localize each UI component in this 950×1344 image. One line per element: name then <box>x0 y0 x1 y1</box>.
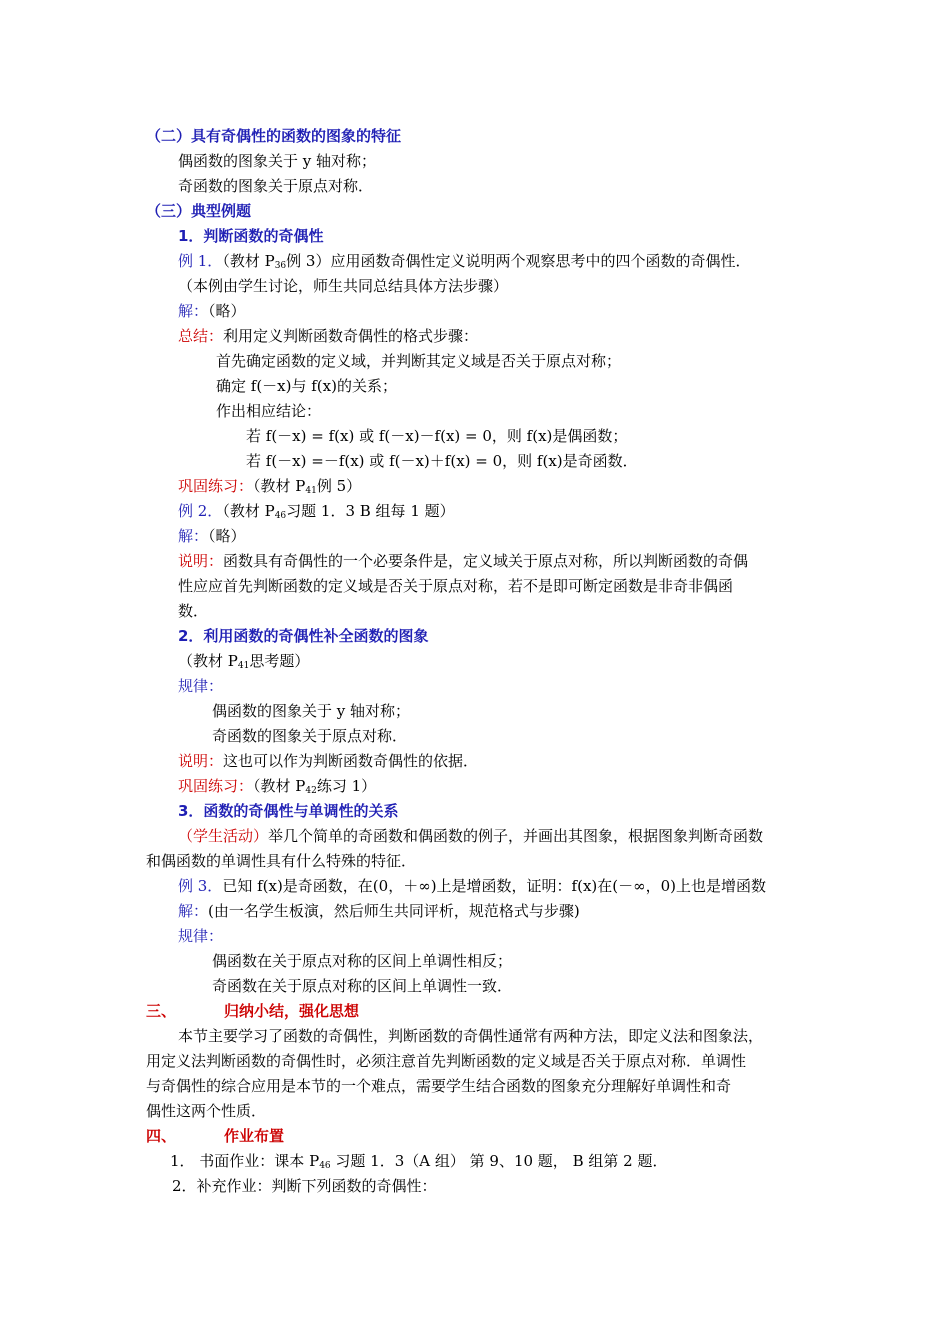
practice-2-ref-b: 练习 1） <box>316 777 377 795</box>
rule-2-line-2: 奇函数在关于原点对称的区间上单调性一致． <box>212 977 513 995</box>
part-3-heading <box>146 1001 359 1021</box>
example-2-label: 例 2． <box>178 502 223 520</box>
note-1-label: 说明： <box>178 552 224 570</box>
solution-3 <box>178 901 580 921</box>
practice-1-ref-a: （教材 P <box>253 477 306 495</box>
example-1-ref-sub: 36 <box>274 261 287 271</box>
step-3: 作出相应结论： <box>216 402 322 420</box>
note-2 <box>178 751 478 771</box>
part-3-line-4: 偶性这两个性质． <box>146 1102 267 1120</box>
example-1-text: 例 3）应用函数奇偶性定义说明两个观察思考中的四个函数的奇偶性． <box>286 252 751 270</box>
activity-label: （学生活动） <box>178 827 269 845</box>
note-2-label: 说明： <box>178 752 224 770</box>
solution-2-text: （略） <box>208 527 246 545</box>
subsection-2-ref-sub: 41 <box>237 661 250 671</box>
example-1-note: （本例由学生讨论，师生共同总结具体方法步骤） <box>178 277 509 295</box>
subsection-2-ref-a: （教材 P <box>178 652 238 670</box>
solution-2 <box>178 526 246 546</box>
example-1-ref-a: （教材 P <box>222 252 275 270</box>
note-1-line-1 <box>178 551 748 571</box>
section-3-heading: （三）典型例题 <box>146 202 252 220</box>
rule-2-line-1: 偶函数在关于原点对称的区间上单调性相反； <box>212 952 513 970</box>
section-2-line-1: 偶函数的图象关于 y 轴对称； <box>178 152 377 170</box>
practice-2 <box>178 776 376 796</box>
practice-2-ref-sub: 42 <box>305 786 317 796</box>
note-1-text-1: 函数具有奇偶性的一个必要条件是，定义域关于原点对称，所以判断函数的奇偶 <box>223 552 749 570</box>
step-2: 确定 f(－x)与 f(x)的关系； <box>216 377 397 395</box>
homework-1 <box>170 1151 667 1171</box>
example-3 <box>178 876 766 896</box>
activity-text-1: 举几个简单的奇函数和偶函数的例子，并画出其图象，根据图象判断奇函数 <box>268 827 764 845</box>
practice-2-ref-a: （教材 P <box>253 777 306 795</box>
condition-even: 若 f(－x) = f(x) 或 f(－x)－f(x) = 0，则 f(x)是偶函数； <box>246 427 628 445</box>
example-3-text: 已知 f(x)是奇函数，在(0，＋∞)上是增函数，证明：f(x)在(－∞，0)上也是增函数 <box>222 877 766 895</box>
part-4-title: 作业布置 <box>224 1127 285 1145</box>
summary-1-label: 总结： <box>178 327 224 345</box>
solution-2-label: 解： <box>178 527 209 545</box>
subsection-2-ref-b: 思考题） <box>249 652 310 670</box>
solution-3-label: 解： <box>178 902 209 920</box>
example-3-label: 例 3． <box>178 877 223 895</box>
activity-line-1 <box>178 826 763 846</box>
subsection-2-ref <box>178 651 309 671</box>
practice-2-label: 巩固练习： <box>178 777 254 795</box>
solution-3-text: (由一名学生板演，然后师生共同评析，规范格式与步骤) <box>208 902 580 920</box>
part-3-line-3: 与奇偶性的综合应用是本节的一个难点，需要学生结合函数的图象充分理解好单调性和奇 <box>146 1077 732 1095</box>
activity-line-2: 和偶函数的单调性具有什么特殊的特征． <box>146 852 417 870</box>
step-1: 首先确定函数的定义域，并判断其定义域是否关于原点对称； <box>216 352 622 370</box>
subsection-3-heading: 3．函数的奇偶性与单调性的关系 <box>178 802 399 820</box>
homework-2: 2．补充作业：判断下列函数的奇偶性： <box>172 1177 437 1195</box>
solution-1-text: （略） <box>208 302 246 320</box>
summary-1 <box>178 326 478 346</box>
part-3-line-2: 用定义法判断函数的奇偶性时，必须注意首先判断函数的定义域是否关于原点对称．单调性 <box>146 1052 747 1070</box>
homework-1-sub: 46 <box>319 1161 331 1171</box>
rule-1-line-1: 偶函数的图象关于 y 轴对称； <box>212 702 411 720</box>
part-3-line-1: 本节主要学习了函数的奇偶性，判断函数的奇偶性通常有两种方法，即定义法和图象法， <box>178 1027 764 1045</box>
part-4-number: 四、 <box>146 1127 177 1145</box>
example-2-ref-a: （教材 P <box>222 502 275 520</box>
section-2-line-2: 奇函数的图象关于原点对称． <box>178 177 374 195</box>
note-2-text: 这也可以作为判断函数奇偶性的依据． <box>223 752 479 770</box>
practice-1-label: 巩固练习： <box>178 477 254 495</box>
example-1-label: 例 1． <box>178 252 223 270</box>
example-1 <box>178 251 750 271</box>
practice-1-ref-b: 例 5） <box>316 477 362 495</box>
note-1-line-2: 性应应首先判断函数的定义域是否关于原点对称，若不是即可断定函数是非奇非偶函 <box>178 577 734 595</box>
solution-1 <box>178 301 246 321</box>
subsection-1-heading: 1．判断函数的奇偶性 <box>178 227 324 245</box>
rule-1-line-2: 奇函数的图象关于原点对称． <box>212 727 408 745</box>
solution-1-label: 解： <box>178 302 209 320</box>
homework-1-b: 习题 1．3（A 组） 第 9、10 题， B 组第 2 题． <box>330 1152 668 1170</box>
summary-1-text: 利用定义判断函数奇偶性的格式步骤： <box>223 327 479 345</box>
note-1-line-3: 数． <box>178 602 209 620</box>
example-2-text: 习题 1．3 B 组每 1 题） <box>286 502 455 520</box>
example-2-ref-sub: 46 <box>274 511 287 521</box>
practice-1 <box>178 476 361 496</box>
section-2-heading: （二）具有奇偶性的函数的图象的特征 <box>146 127 402 145</box>
practice-1-ref-sub: 41 <box>305 486 317 496</box>
subsection-2-heading: 2．利用函数的奇偶性补全函数的图象 <box>178 627 429 645</box>
homework-1-a: 1． 书面作业：课本 P <box>170 1152 320 1170</box>
part-3-title: 归纳小结，强化思想 <box>224 1002 360 1020</box>
part-4-heading <box>146 1126 284 1146</box>
rule-1-label: 规律： <box>178 677 224 695</box>
part-3-number: 三、 <box>146 1002 177 1020</box>
condition-odd: 若 f(－x) =－f(x) 或 f(－x)＋f(x) = 0，则 f(x)是奇函数． <box>246 452 638 470</box>
example-2 <box>178 501 455 521</box>
rule-2-label: 规律： <box>178 927 224 945</box>
